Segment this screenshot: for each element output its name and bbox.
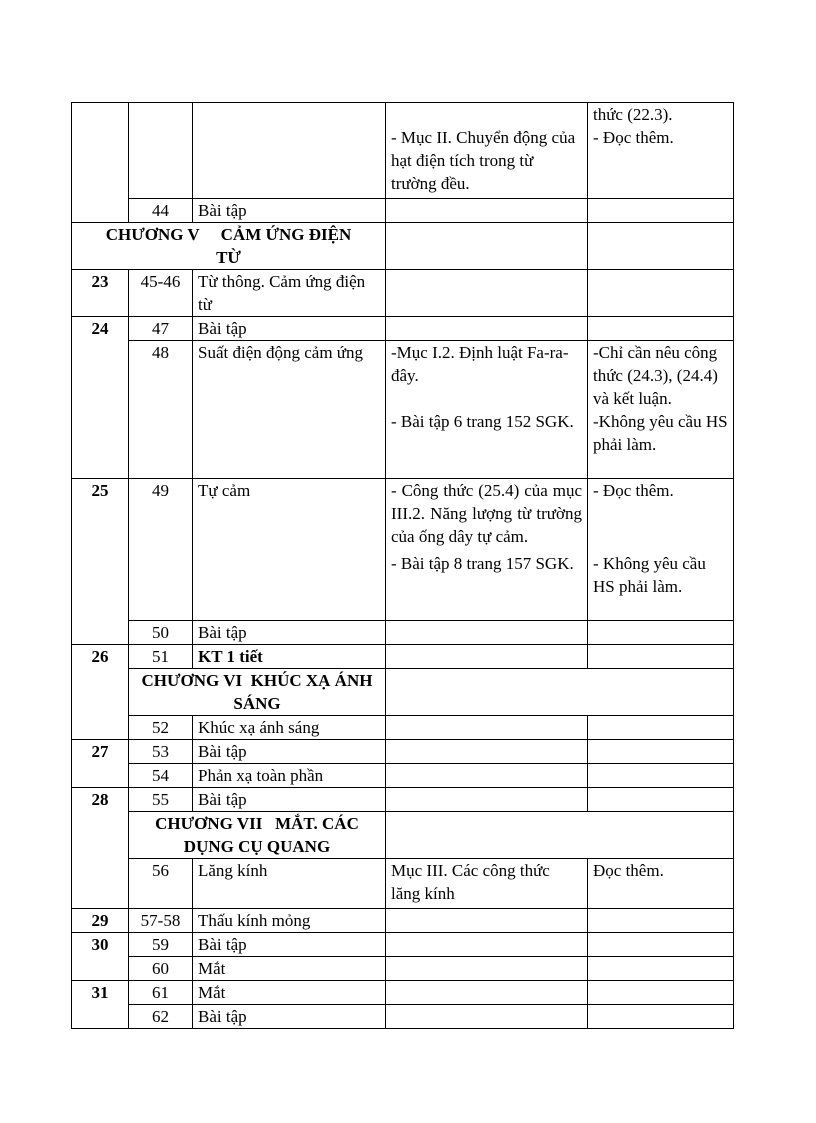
lesson-cell: 51 [129,645,193,669]
lesson-cell: 62 [129,1005,193,1029]
table-row [72,981,734,1005]
table-row [72,479,734,621]
title-cell: Mắt [193,957,386,981]
lesson-cell: 60 [129,957,193,981]
table-row [72,199,734,223]
chapter-heading: CHƯƠNG VII MẮT. CÁC DỤNG CỤ QUANG [129,812,386,859]
lesson-cell: 45-46 [129,270,193,317]
chapter-heading-row [72,669,734,716]
week-cell: 28 [72,788,129,909]
table-row [72,957,734,981]
teaching-plan-table [71,102,734,1029]
title-cell: Bài tập [193,317,386,341]
note-cell: Đọc thêm. [588,859,734,909]
chapter-heading-row [72,812,734,859]
title-cell: Bài tập [193,788,386,812]
title-cell: Bài tập [193,740,386,764]
title-cell: Khúc xạ ánh sáng [193,716,386,740]
title-cell: Suất điện động cảm ứng [193,341,386,479]
table-row [72,764,734,788]
content-cell: - Mục II. Chuyển động của hạt điện tích trong từ trường đều. [386,103,588,199]
note-cell: thức (22.3). - Đọc thêm. [588,103,734,199]
lesson-cell: 49 [129,479,193,621]
table-row [72,716,734,740]
table-row [72,788,734,812]
lesson-cell: 57-58 [129,909,193,933]
title-cell: Lăng kính [193,859,386,909]
table-row [72,645,734,669]
lesson-cell: 59 [129,933,193,957]
table-row [72,270,734,317]
table-row [72,341,734,479]
lesson-cell: 48 [129,341,193,479]
lesson-cell: 53 [129,740,193,764]
title-cell [193,103,386,199]
week-cell: 30 [72,933,129,981]
lesson-cell: 47 [129,317,193,341]
title-cell: Bài tập [193,199,386,223]
title-cell: Mắt [193,981,386,1005]
week-cell: 24 [72,317,129,479]
lesson-cell: 56 [129,859,193,909]
table-row [72,621,734,645]
lesson-cell: 44 [129,199,193,223]
title-cell: Thấu kính mỏng [193,909,386,933]
table-row [72,933,734,957]
title-cell: Phản xạ toàn phần [193,764,386,788]
note-cell: -Chỉ cần nêu công thức (24.3), (24.4) và kết luận. -Không yêu cầu HS phải làm. [588,341,734,479]
lesson-cell: 52 [129,716,193,740]
table-row [72,103,734,199]
title-cell: Bài tập [193,1005,386,1029]
content-cell: Mục III. Các công thức lăng kính [386,859,588,909]
lesson-cell: 61 [129,981,193,1005]
title-cell: Từ thông. Cảm ứng điện từ [193,270,386,317]
table-row [72,859,734,909]
chapter-heading-row [72,223,734,270]
week-cell: 26 [72,645,129,740]
title-cell: Tự cảm [193,479,386,621]
lesson-cell: 54 [129,764,193,788]
table-row [72,909,734,933]
content-cell: - Công thức (25.4) của mục III.2. Năng lượng từ trường của ống dây tự cảm. - Bài tập 8 trang 157 SGK. [386,479,588,621]
week-cell: 29 [72,909,129,933]
lesson-cell: 50 [129,621,193,645]
chapter-heading: CHƯƠNG V CẢM ỨNG ĐIỆN TỪ [72,223,386,270]
note-cell: - Đọc thêm. - Không yêu cầu HS phải làm. [588,479,734,621]
title-cell: KT 1 tiết [193,645,386,669]
week-cell [72,103,129,223]
lesson-cell: 55 [129,788,193,812]
week-cell: 31 [72,981,129,1029]
title-cell: Bài tập [193,621,386,645]
lesson-cell [129,103,193,199]
week-cell: 27 [72,740,129,788]
table-row [72,317,734,341]
week-cell: 23 [72,270,129,317]
title-cell: Bài tập [193,933,386,957]
chapter-heading: CHƯƠNG VI KHÚC XẠ ÁNH SÁNG [129,669,386,716]
content-cell: -Mục I.2. Định luật Fa-ra-đây. - Bài tập 6 trang 152 SGK. [386,341,588,479]
table-row [72,740,734,764]
week-cell: 25 [72,479,129,645]
table-row [72,1005,734,1029]
